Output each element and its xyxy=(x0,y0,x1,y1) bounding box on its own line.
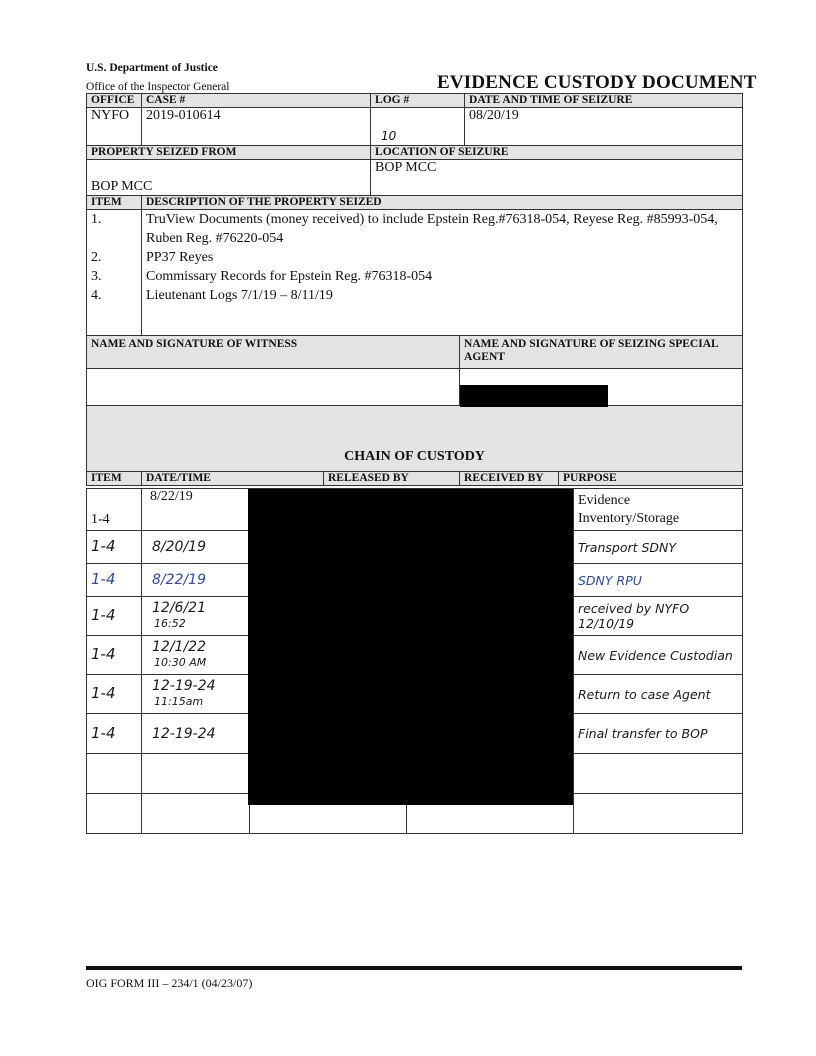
evidence-form xyxy=(86,93,743,486)
chain-of-custody-title: CHAIN OF CUSTODY xyxy=(87,406,743,472)
redaction xyxy=(460,385,608,407)
coc-purpose: Final transfer to BOP xyxy=(574,714,743,754)
coc-item: 1-4 xyxy=(87,564,142,597)
form-id: OIG FORM III – 234/1 (04/23/07) xyxy=(86,976,253,990)
item-description: Commissary Records for Epstein Reg. #76318-054 xyxy=(146,269,433,284)
coc-datetime: 8/22/19 xyxy=(142,564,250,597)
coc-datetime xyxy=(142,794,250,834)
coc-col-item: ITEM xyxy=(87,472,142,486)
item-description: Lieutenant Logs 7/1/19 – 8/11/19 xyxy=(146,288,333,303)
log-label: LOG # xyxy=(371,94,465,108)
coc-datetime: 12-19-24 11:15am xyxy=(142,675,250,714)
coc-item: 1-4 xyxy=(87,675,142,714)
coc-purpose: received by NYFO 12/10/19 xyxy=(574,597,743,636)
coc-item: 1-4 xyxy=(87,714,142,754)
coc-purpose: Return to case Agent xyxy=(574,675,743,714)
agent-signature xyxy=(460,369,743,406)
coc-datetime: 8/20/19 xyxy=(142,531,250,564)
coc-col-released: RELEASED BY xyxy=(324,472,460,486)
department-name: U.S. Department of Justice xyxy=(86,62,218,74)
item-number: 2. xyxy=(91,250,102,265)
office-label: OFFICE xyxy=(87,94,142,108)
document-title: EVIDENCE CUSTODY DOCUMENT xyxy=(437,72,757,93)
case-number-value: 2019-010614 xyxy=(142,108,371,146)
witness-label: NAME AND SIGNATURE OF WITNESS xyxy=(87,336,460,369)
item-descriptions xyxy=(142,210,743,336)
coc-datetime: 12-19-24 xyxy=(142,714,250,754)
coc-item: 1-4 xyxy=(87,636,142,675)
case-label: CASE # xyxy=(142,94,371,108)
redaction xyxy=(248,489,573,805)
coc-item xyxy=(87,794,142,834)
coc-item: 1-4 xyxy=(87,597,142,636)
seized-from-label: PROPERTY SEIZED FROM xyxy=(87,146,371,160)
description-label: DESCRIPTION OF THE PROPERTY SEIZED xyxy=(142,196,743,210)
witness-signature xyxy=(87,369,460,406)
coc-purpose: Transport SDNY xyxy=(574,531,743,564)
office-value: NYFO xyxy=(87,108,142,146)
coc-col-received: RECEIVED BY xyxy=(460,472,559,486)
agent-label: NAME AND SIGNATURE OF SEIZING SPECIAL AGENT xyxy=(460,336,743,369)
location-label: LOCATION OF SEIZURE xyxy=(371,146,743,160)
coc-datetime xyxy=(142,754,250,794)
log-number-value: 10 xyxy=(381,129,397,143)
location-value: BOP MCC xyxy=(371,160,743,196)
item-description: PP37 Reyes xyxy=(146,250,214,265)
item-number: 3. xyxy=(91,269,102,284)
coc-datetime: 8/22/19 xyxy=(142,489,250,531)
item-number: 1. xyxy=(91,212,102,227)
coc-item: 1-4 xyxy=(87,489,142,531)
item-numbers xyxy=(87,210,142,336)
coc-item: 1-4 xyxy=(87,531,142,564)
coc-col-datetime: DATE/TIME xyxy=(142,472,324,486)
coc-purpose: Evidence Inventory/Storage xyxy=(574,489,743,531)
coc-col-purpose: PURPOSE xyxy=(559,472,743,486)
seizure-date-value: 08/20/19 xyxy=(465,108,743,146)
datetime-label: DATE AND TIME OF SEIZURE xyxy=(465,94,743,108)
coc-purpose: SDNY RPU xyxy=(574,564,743,597)
coc-purpose xyxy=(574,794,743,834)
coc-datetime: 12/1/22 10:30 AM xyxy=(142,636,250,675)
coc-datetime: 12/6/21 16:52 xyxy=(142,597,250,636)
coc-item xyxy=(87,754,142,794)
coc-purpose xyxy=(574,754,743,794)
office-line: Office of the Inspector General xyxy=(86,81,230,93)
item-label: ITEM xyxy=(87,196,142,210)
coc-purpose: New Evidence Custodian xyxy=(574,636,743,675)
footer-rule xyxy=(86,966,742,970)
item-description: TruView Documents (money received) to include Epstein Reg.#76318-054, Reyese Reg. #85993-054, Ruben Reg. #76220-054 xyxy=(146,212,718,246)
item-number: 4. xyxy=(91,288,102,303)
seized-from-value: BOP MCC xyxy=(87,160,371,196)
